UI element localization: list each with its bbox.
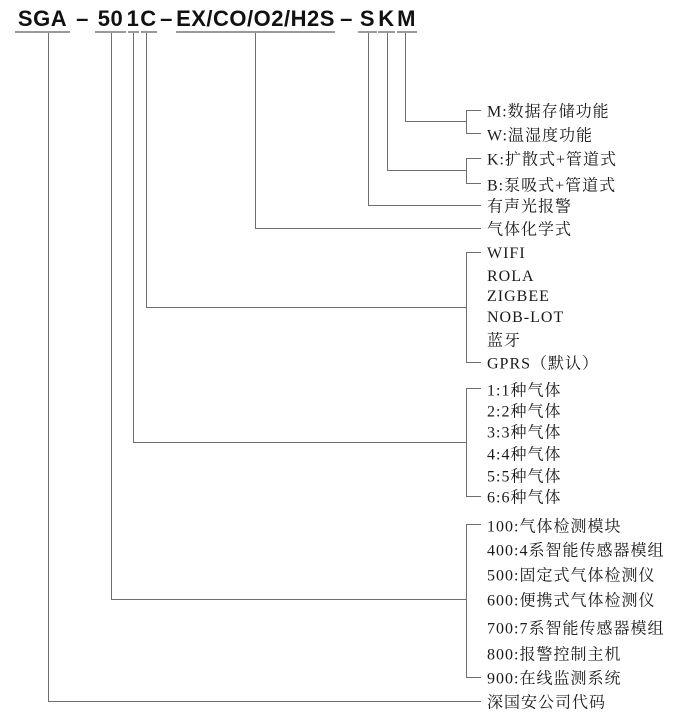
label-comm-zigbee: ZIGBEE	[487, 288, 550, 305]
connector-comm-horizontal	[146, 307, 466, 308]
model-series-digits: 50	[97, 6, 124, 31]
connector-gascount-vertical	[133, 33, 134, 443]
label-gascount-2: 2:2种气体	[487, 403, 562, 421]
label-comm-bluetooth: 蓝牙	[487, 332, 522, 350]
bracket-gascount-stub-bottom	[466, 496, 481, 497]
label-gascount-3: 3:3种气体	[487, 424, 562, 442]
connector-install-horizontal	[387, 170, 466, 171]
bracket-comm	[466, 252, 467, 363]
bracket-install	[466, 158, 467, 184]
underline-comm-letter	[141, 31, 157, 33]
label-gas-formula: 气体化学式	[487, 221, 573, 239]
model-gases: EX/CO/O2/H2S	[176, 6, 335, 31]
connector-storage-horizontal	[405, 121, 466, 122]
bracket-storage	[466, 110, 467, 134]
label-install-b: B:泵吸式+管道式	[487, 177, 617, 195]
label-comm-wifi: WIFI	[487, 245, 526, 262]
label-series-800: 800:报警控制主机	[487, 646, 622, 664]
bracket-series	[466, 524, 467, 678]
label-gascount-5: 5:5种气体	[487, 468, 562, 486]
bracket-install-stub-bottom	[466, 183, 481, 184]
bracket-storage-stub-top	[466, 110, 481, 111]
label-series-700: 700:7系智能传感器模组	[487, 620, 665, 638]
connector-series-vertical	[111, 33, 112, 600]
connector-brand-horizontal	[48, 701, 481, 702]
connector-comm-vertical	[146, 33, 147, 308]
label-install-k: K:扩散式+管道式	[487, 151, 618, 169]
bracket-comm-stub-top	[466, 252, 481, 253]
label-series-100: 100:气体检测模块	[487, 518, 622, 536]
label-gascount-1: 1:1种气体	[487, 382, 562, 400]
model-alarm-letter: S	[359, 6, 376, 31]
model-gas-count: 1	[126, 6, 140, 31]
bracket-gascount	[466, 388, 467, 497]
bracket-series-stub-top	[466, 524, 481, 525]
label-series-900: 900:在线监测系统	[487, 670, 622, 688]
model-brand: SGA	[17, 6, 68, 31]
model-dash: –	[340, 6, 353, 31]
connector-install-vertical	[387, 33, 388, 171]
model-dash: –	[76, 6, 89, 31]
connector-alarm-vertical	[368, 33, 369, 206]
label-company-code: 深国安公司代码	[487, 694, 607, 712]
connector-gases-horizontal	[255, 228, 481, 229]
connector-storage-vertical	[405, 33, 406, 122]
label-series-400: 400:4系智能传感器模组	[487, 542, 665, 560]
underline-storage-letter	[397, 31, 417, 33]
bracket-install-stub-top	[466, 158, 481, 159]
label-comm-rola: ROLA	[487, 268, 535, 285]
bracket-series-stub-bottom	[466, 677, 481, 678]
bracket-comm-stub-bottom	[466, 362, 481, 363]
label-storage-m: M:数据存储功能	[487, 103, 610, 121]
bracket-gascount-stub-top	[466, 388, 481, 389]
underline-brand	[15, 31, 70, 33]
label-comm-noblot: NOB-LOT	[487, 309, 565, 326]
connector-series-horizontal	[111, 599, 466, 600]
label-storage-w: W:温湿度功能	[487, 127, 593, 145]
connector-gascount-horizontal	[133, 442, 466, 443]
bracket-storage-stub-bottom	[466, 133, 481, 134]
connector-alarm-horizontal	[368, 205, 481, 206]
model-dash: –	[160, 6, 173, 31]
connector-brand-vertical	[48, 33, 49, 702]
label-series-600: 600:便携式气体检测仪	[487, 592, 656, 610]
label-gascount-6: 6:6种气体	[487, 489, 562, 507]
model-storage-letter: M	[397, 6, 416, 31]
label-series-500: 500:固定式气体检测仪	[487, 567, 656, 585]
label-comm-gprs: GPRS（默认）	[487, 355, 600, 373]
label-gascount-4: 4:4种气体	[487, 446, 562, 464]
model-comm-letter: C	[140, 6, 157, 31]
label-alarm: 有声光报警	[487, 198, 573, 216]
model-install-letter: K	[378, 6, 395, 31]
connector-gases-vertical	[255, 33, 256, 229]
